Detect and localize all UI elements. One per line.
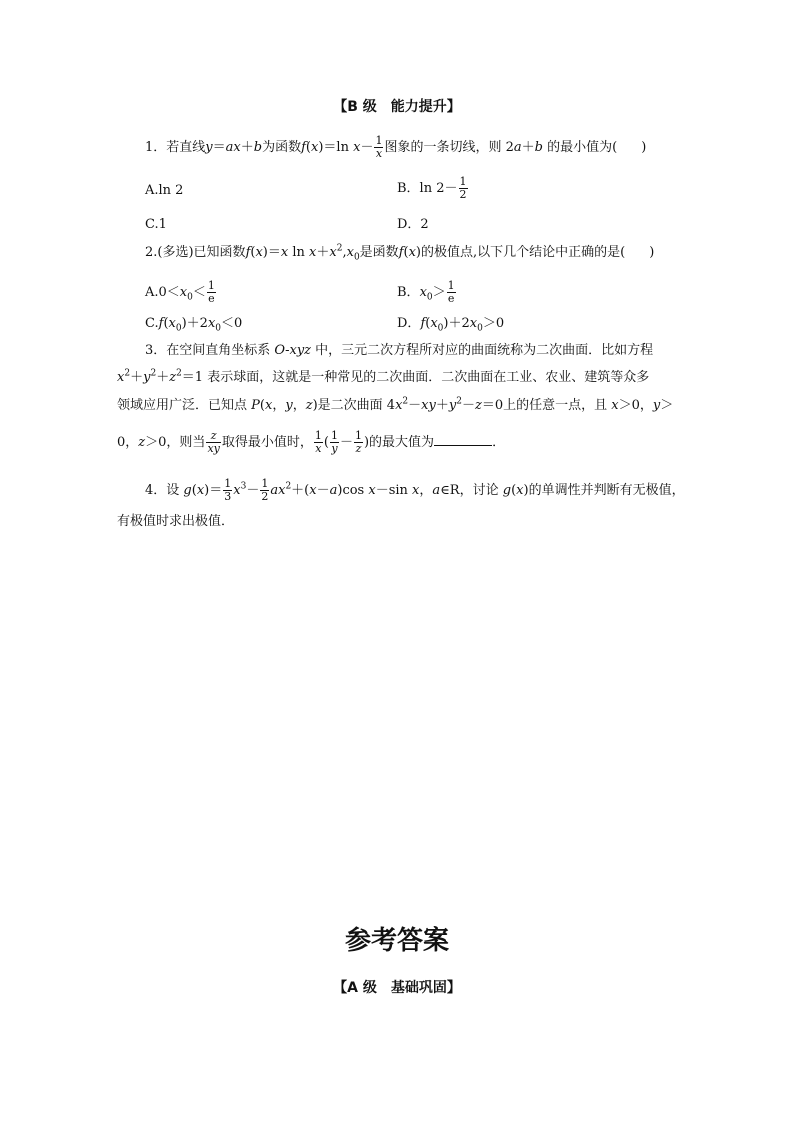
question-3-line-1: 3．在空间直角坐标系 O-xyz 中，三元二次方程所对应的曲面统称为二次曲面．比如方程: [145, 343, 654, 358]
q1-option-b: B．ln 2－ $\frac{1}{2}$: [397, 175, 467, 201]
fraction: $\frac{1}{x}$: [314, 429, 322, 455]
fraction: $\frac{1}{2}$: [261, 477, 269, 503]
q1-option-a: A.ln 2: [145, 183, 184, 198]
q1-option-c: C.1: [145, 217, 167, 232]
question-1-stem: 1．若直线y＝ax＋b为函数f(x)＝ln x－ $\frac{1}{x}$ 图象的一条切线，则 2a＋b 的最小值为( ): [145, 134, 647, 160]
q2-option-c: $C.f(x_0)+2x_0<0$: [145, 316, 243, 334]
fraction: $\frac{1}{3}$: [224, 477, 232, 503]
section-a-heading: 【A 级 基础巩固】: [333, 980, 461, 996]
fraction: $\frac{1}{e}$: [207, 279, 215, 305]
section-b-heading: 【B 级 能力提升】: [333, 99, 461, 115]
question-3-line-4: 0，z＞0，则当 $\frac{z}{xy}$ 取得最小值时， $\frac{1}{x}$ ( $\frac{1}{y}$ － $\frac{1}{z}$ )的最大值为 ．: [117, 429, 506, 455]
question-4-line-2: 有极值时求出极值．: [117, 514, 235, 529]
q2-option-b: B．$x_0>$ $\frac{1}{e}$: [397, 279, 455, 305]
q2-option-d: D．$f(x_0)+2x_0>0$: [397, 316, 505, 334]
fraction: $\frac{z}{xy}$: [207, 429, 220, 455]
question-4-line-1: 4．设 g(x)＝ $\frac{1}{3}$ $x^3-$ $\frac{1}{2}$ $ax^2+(x-a)\cos$ x－sin x，a∈R，讨论 g(x)的单调性并判断有无极值，: [145, 477, 685, 503]
fraction: $\frac{1}{2}$: [459, 175, 467, 201]
answer-title: 参考答案: [344, 926, 449, 956]
fraction: $\frac{1}{e}$: [447, 279, 455, 305]
q2-option-a: $A.0<x_0<$ $\frac{1}{e}$: [145, 279, 215, 305]
question-2-stem: 2.(多选)已知函数f(x)＝x $\ln x+x^2,x_0$是函数f(x)的极值点,以下几个结论中正确的是( ): [145, 243, 655, 263]
fraction: $\frac{1}{x}$: [375, 134, 383, 160]
question-3-line-2: $x^2+y^2+z^2=1$ 表示球面，这就是一种常见的二次曲面．二次曲面在工业、农业、建筑等众多: [117, 368, 650, 385]
q1-option-d: D．2: [397, 217, 429, 232]
question-3-line-3: 领域应用广泛．已知点 P(x，y，z)是二次曲面 $4x^2-xy+y^2-z=0$上的任意一点，且 x＞0，y＞: [117, 396, 674, 413]
answer-blank[interactable]: [434, 433, 492, 446]
fraction: $\frac{1}{y}$: [330, 429, 338, 455]
fraction: $\frac{1}{z}$: [354, 429, 362, 455]
